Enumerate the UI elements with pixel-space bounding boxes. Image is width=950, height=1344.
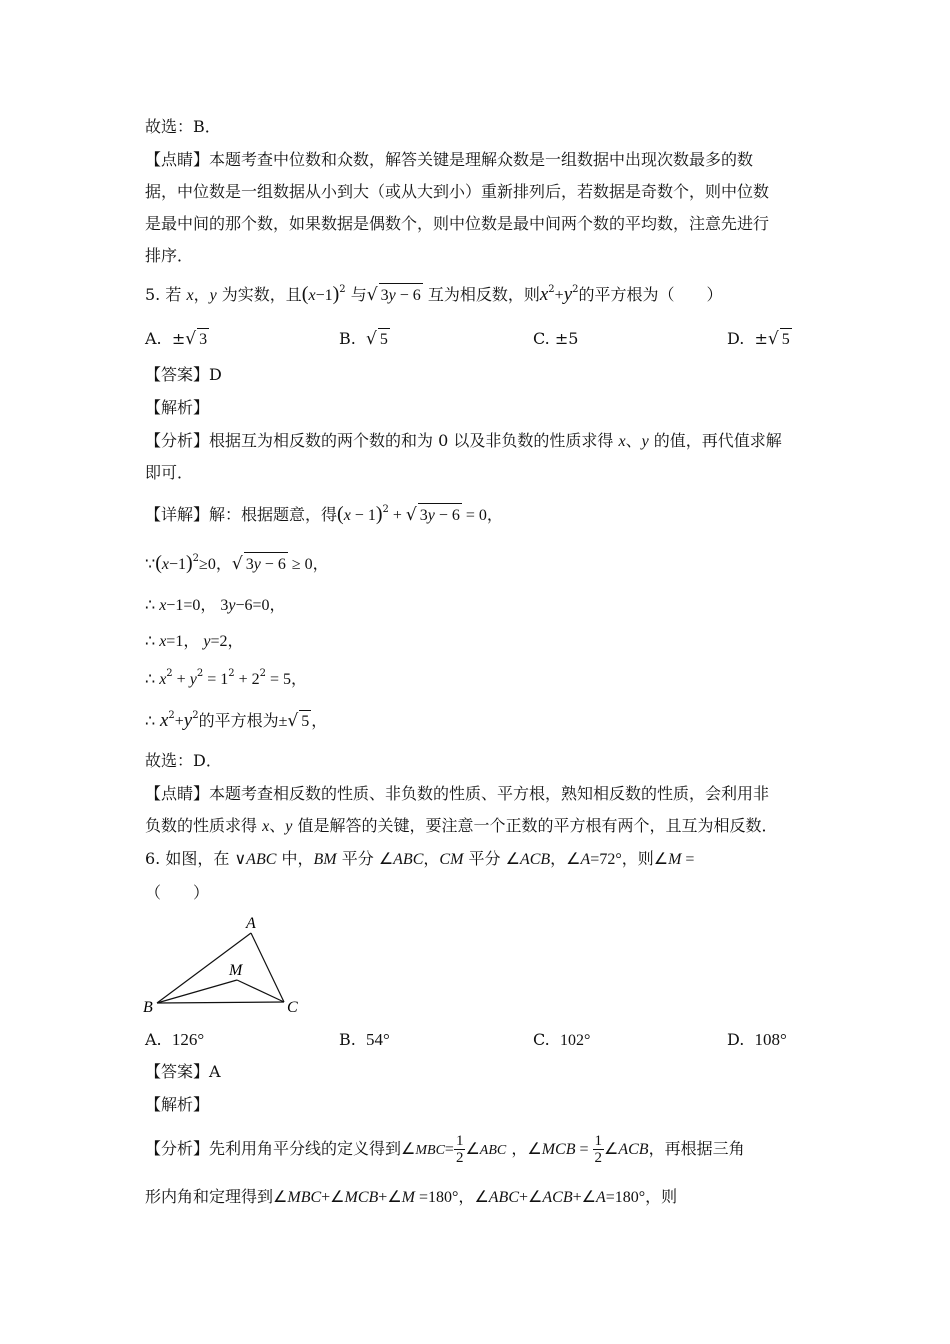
q6-analysis-2: 形内角和定理得到∠MBC+∠MCB+∠M =180°，∠ABC+∠ACB+∠A=180°，则 xyxy=(145,1187,678,1206)
segment-bm xyxy=(157,980,237,1003)
q5-analysis-2: 即可． xyxy=(145,463,194,482)
q6-analysis-1: 【分析】先利用角平分线的定义得到∠MBC= $\frac{1}{2}$ ∠ABC ，∠MCB = $\frac{1}{2}$ ∠ACB，再根据三角 xyxy=(145,1133,745,1166)
q5-detail: 【详解】解：根据题意，得$(x - 1)^2$ + √ 3y − 6 = 0， xyxy=(145,503,503,525)
q6-option-b: B. 54° xyxy=(339,1030,390,1049)
q5-option-b: B. √ 5 xyxy=(339,329,388,349)
label-c: C xyxy=(287,999,298,1016)
question-6-stem: 6. 如图，在 ∨ABC 中，BM 平分 ∠ABC，CM 平分 ∠ACB，∠A=72°，则∠M = xyxy=(145,849,695,868)
q5-step-2: ∴ x−1=0， 3y−6=0， xyxy=(145,595,286,614)
q5-step-5: ∴ $x^2+y^2$的平方根为±√ 5 ， xyxy=(145,710,328,731)
q5-note-2: 负数的性质求得 x、y 值是解答的关键，要注意一个正数的平方根有两个，且互为相反数． xyxy=(145,816,778,835)
note-line-3: 是最中间的那个数，如果数据是偶数个，则中位数是最中间两个数的平均数，注意先进行 xyxy=(145,214,770,233)
q6-option-d: D. 108° xyxy=(727,1030,787,1049)
q5-step-1: $\because(x-1)^2\ge 0$，√ 3y − 6 ≥ 0， xyxy=(145,552,329,574)
label-b: B xyxy=(143,999,153,1016)
question-5-stem: 5. 若 x，y 为实数，且$(x-1)^2$ 与√ 3y − 6 互为相反数，则$x^2+y^2$的平方根为（ ） xyxy=(145,283,723,305)
q5-answer: 【答案】D xyxy=(145,365,222,384)
segment-cm xyxy=(237,980,284,1002)
q6-paren: （ ） xyxy=(145,883,210,902)
q6-option-a: A. 126° xyxy=(145,1030,205,1049)
q5-final: 故选：D． xyxy=(145,751,222,770)
label-m: M xyxy=(229,962,243,979)
q6-answer: 【答案】A xyxy=(145,1062,221,1081)
note-line-4: 排序． xyxy=(145,246,194,265)
q5-note-1: 【点睛】本题考查相反数的性质、非负数的性质、平方根，熟知相反数的性质，会利用非 xyxy=(145,784,770,803)
note-line-2: 据，中位数是一组数据从小到大（或从大到小）重新排列后，若数据是奇数个，则中位数 xyxy=(145,182,770,201)
note-line-1: 【点睛】本题考查中位数和众数，解答关键是理解众数是一组数据中出现次数最多的数 xyxy=(145,150,754,169)
label-a: A xyxy=(246,915,256,932)
q5-analysis-1: 【分析】根据互为相反数的两个数的和为 0 以及非负数的性质求得 x、y 的值，再代值求解 xyxy=(145,431,782,450)
choose-b: 故选：B． xyxy=(145,117,221,136)
triangle-figure xyxy=(140,910,310,1020)
q5-option-c: C. ±5 xyxy=(533,329,579,348)
q5-step-3: ∴ x=1， y=2， xyxy=(145,631,244,650)
q6-jiexi: 【解析】 xyxy=(145,1095,210,1114)
side-bc xyxy=(157,1002,284,1003)
q6-option-c: C. 102° xyxy=(533,1030,591,1049)
q5-option-a: A. ±√ 3 xyxy=(145,329,208,349)
q5-step-4: ∴ $x^2 + y^2 = 1^2 + 2^2 = 5$， xyxy=(145,668,308,688)
side-ac xyxy=(251,933,284,1002)
q5-jiexi: 【解析】 xyxy=(145,398,210,417)
q5-option-d: D. ±√ 5 xyxy=(727,329,790,349)
